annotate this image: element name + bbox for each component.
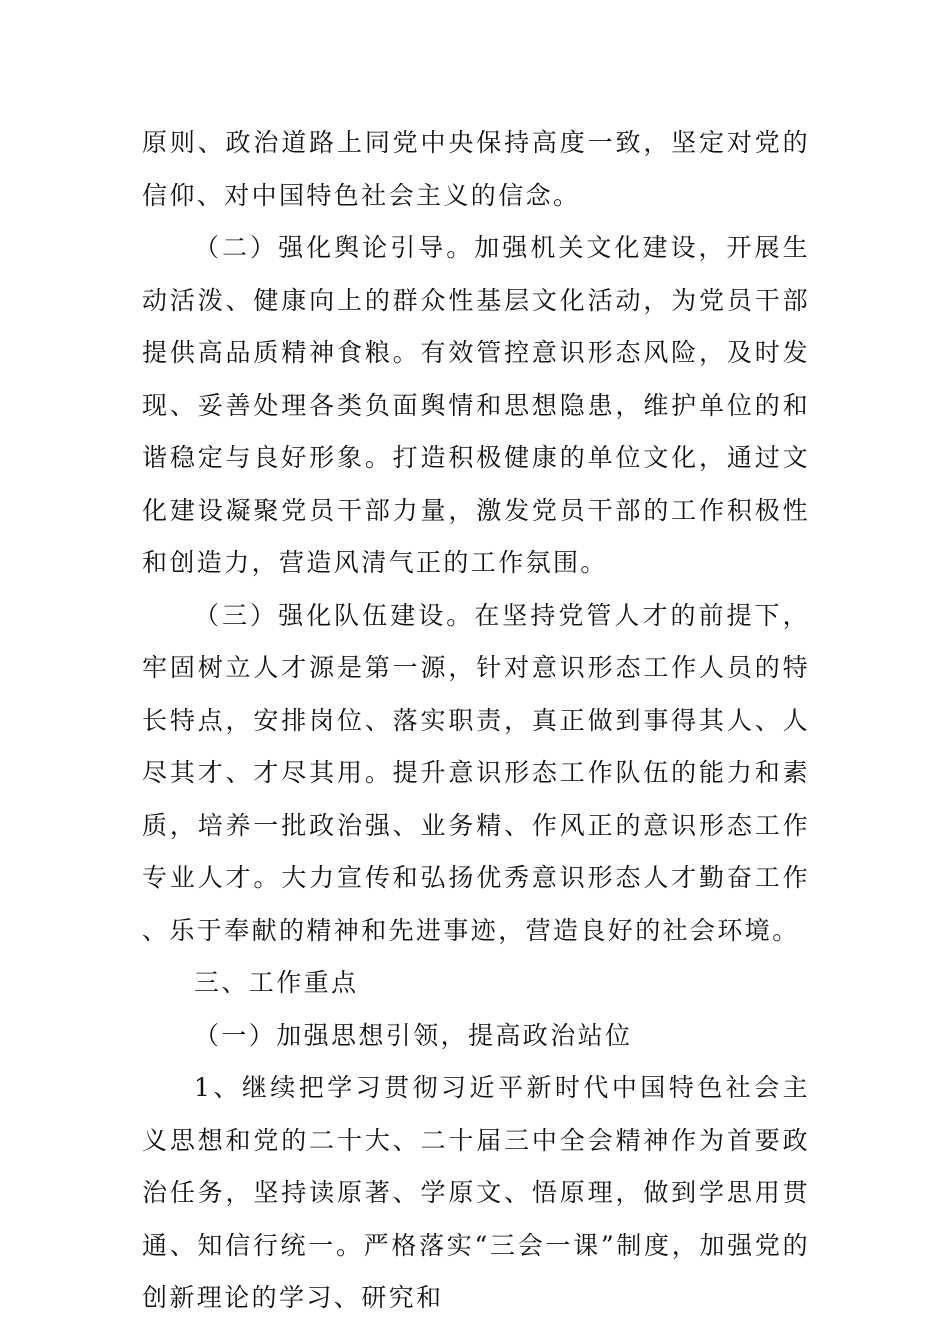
- document-body: [142, 117, 810, 1325]
- subheading-thought-leadership: （一）加强思想引领，提高政治站位: [194, 1020, 633, 1050]
- section-heading-work-focus: 三、工作重点: [194, 968, 359, 997]
- paragraph-continuation: 原则、政治道路上同党中央保持高度一致，坚定对党的信仰、对中国特色社会主义的信念。: [142, 128, 810, 210]
- paragraph-public-opinion: （二）强化舆论引导。加强机关文化建设，开展生动活泼、健康向上的群众性基层文化活动，为党员干部提供高品质精神食粮。有效管控意识形态风险，及时发现、妥善处理各类负面舆情和思想隐患，维护单位的和谐稳定与良好形象。打造积极健康的单位文化，通过文化建设凝聚党员干部力量，激发党员干部的工作积极性和创造力，营造风清气正的工作氛围。: [142, 233, 810, 577]
- paragraph-team-building: （三）强化队伍建设。在坚持党管人才的前提下，牢固树立人才源是第一源，针对意识形态工作人员的特长特点，安排岗位、落实职责，真正做到事得其人、人尽其才、才尽其用。提升意识形态工作队伍的能力和素质，培养一批政治强、业务精、作风正的意识形态工作专业人才。大力宣传和弘扬优秀意识形态人才勤奋工作、乐于奉献的精神和先进事迹，营造良好的社会环境。: [142, 600, 810, 945]
- paragraph-item-1: 1、继续把学习贯彻习近平新时代中国特色社会主义思想和党的二十大、二十届三中全会精神作为首要政治任务，坚持读原著、学原文、悟原理，做到学思用贯通、知信行统一。严格落实“三会一课”制度，加强党的创新理论的学习、研究和: [142, 1073, 810, 1312]
